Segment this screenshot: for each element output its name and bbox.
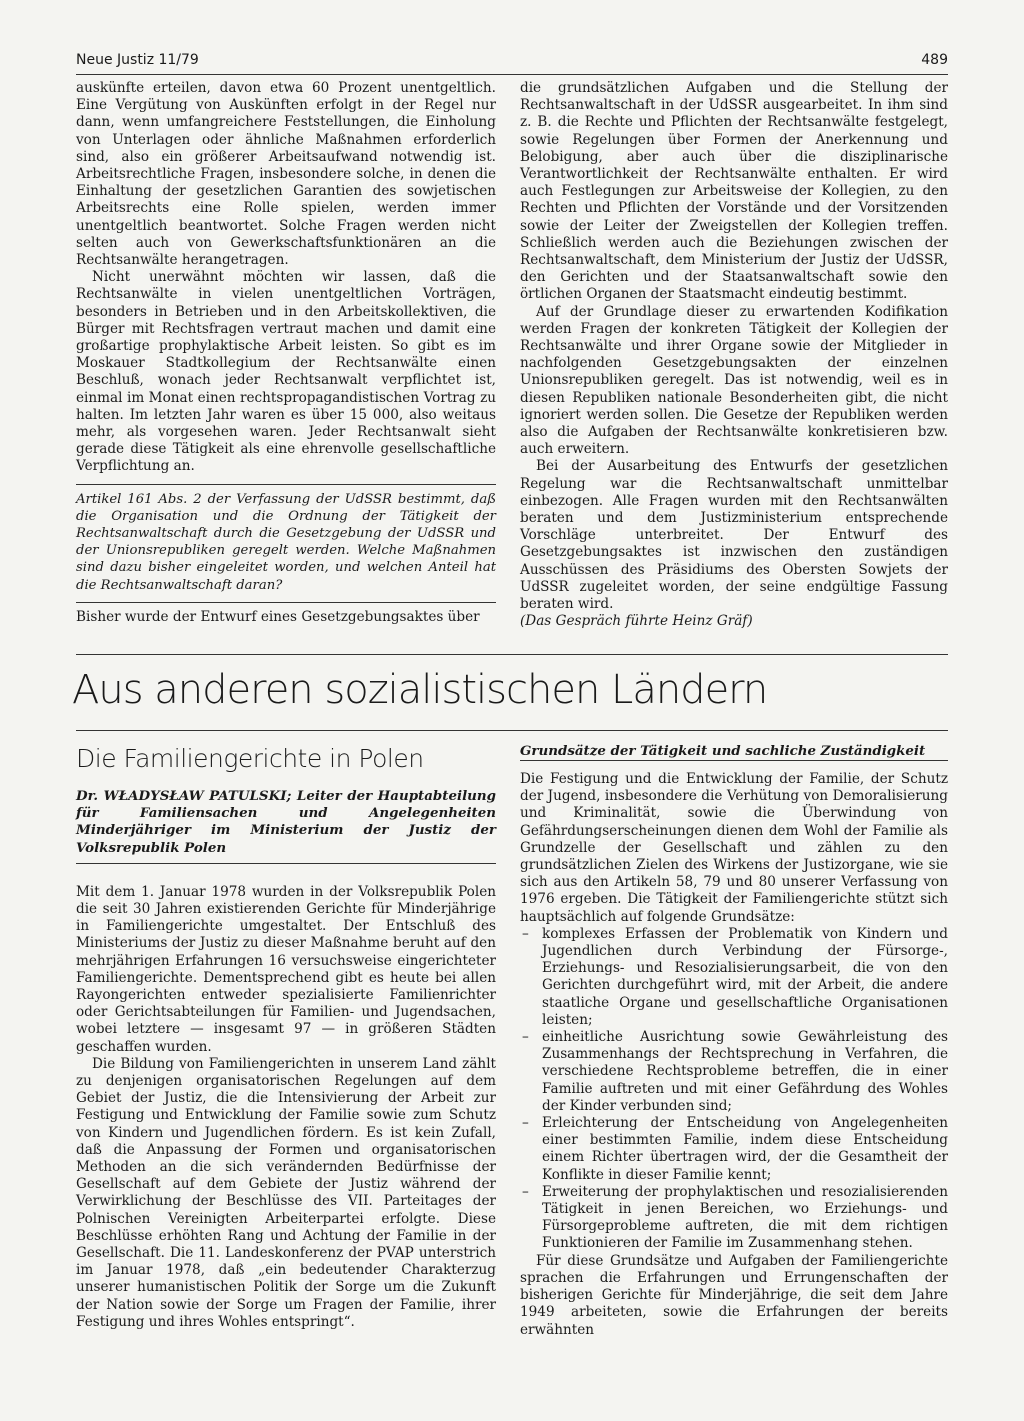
question-rule-bottom xyxy=(76,602,496,603)
interview-column-left xyxy=(76,80,496,626)
body-paragraph: Bei der Ausarbeitung des Entwurfs der gesetzlichen Regelung war die Rechtsanwaltschaft unmittelbar einbezogen. Alle Fragen wurden mit den Rechtsanwälten beraten und dem Justizministerium entsprechende Vorschläge unterbreitet. Der Entwurf des Gesetzgebungsaktes ist inzwischen den zuständigen Ausschüssen des Präsidiums des Obersten Sowjets der UdSSR zugeleitet worden, der seine endgültige Fassung beraten wird. xyxy=(520,458,948,613)
body-paragraph: Mit dem 1. Januar 1978 wurden in der Volksrepublik Polen die seit 30 Jahren existierenden Gerichte für Minderjährige in Familiengerichte umgestaltet. Der Entschluß des Ministeriums der Justiz zu dieser Maßnahme beruht auf den mehrjährigen Erfahrungen 16 versuchsweise eingerichteter Familiengerichte. Dementsprechend gibt es heute bei allen Rayongerichten entweder spezialisierte Familienrichter oder Gerichtsabteilungen für Familien- und Jugendsachen, wobei letztere — insgesamt 97 — in größeren Städten geschaffen wurden. xyxy=(76,883,496,1055)
body-paragraph: Nicht unerwähnt möchten wir lassen, daß die Rechtsanwälte in vielen unentgeltlichen Vorträgen, besonders in Betrieben und in den Arbeitskollektiven, die Bürger mit Rechtsfragen vertraut machen und damit eine großartige prophylaktische Arbeit leisten. So gibt es im Moskauer Stadtkollegium der Rechtsanwälte einen Beschluß, wonach jeder Rechtsanwalt verpflichtet ist, einmal im Monat einen rechtspropagandistischen Vortrag zu halten. Im letzten Jahr waren es über 15 000, also weitaus mehr, als vorgesehen waren. Jeder Rechtsanwalt sieht gerade diese Tätigkeit als eine ehrenvolle gesellschaftliche Verpflichtung an. xyxy=(76,269,496,475)
article-column-right xyxy=(520,742,948,1339)
header-rule xyxy=(76,74,948,75)
running-head xyxy=(76,52,948,72)
article-title: Die Familiengerichte in Polen xyxy=(76,744,424,773)
list-item: – einheitliche Ausrichtung sowie Gewährleistung des Zusammenhangs der Rechtsprechung in Verfahren, die verschiedene Rechtsprobleme betreffen, die in einer Familie auftreten und mit einer Gefährdung des Wohles der Kinder verbunden sind; xyxy=(520,1029,948,1115)
journal-issue: Neue Justiz 11/79 xyxy=(76,52,199,68)
interview-credit: (Das Gespräch führte Heinz Gräf) xyxy=(520,613,753,630)
article-column-left xyxy=(76,742,496,1331)
list-item: – komplexes Erfassen der Problematik von Kindern und Jugendlichen durch Verbindung der Fürsorge-, Erziehungs- und Resozialisierungsarbeit, die von den Gerichten durchgeführt wird, mit der Arbeit, die andere staatliche Organe und gesellschaftliche Organisationen leisten; xyxy=(520,926,948,1029)
body-paragraph: die grundsätzlichen Aufgaben und die Stellung der Rechtsanwaltschaft in der UdSSR ausgearbeitet. In ihm sind z. B. die Rechte und Pflichten der Rechtsanwälte festgelegt, sowie Regelungen über Formen der Anerkennung und Belobigung, aber auch über die disziplinarische Verantwortlichkeit der Rechtsanwälte enthalten. Er wird auch Festlegungen zur Arbeitsweise der Kollegien, zu den Rechten und Pflichten der Vorstände und der Vorsitzenden sowie der Leiter der Zweigstellen der Kollegien treffen. Schließlich werden auch die Beziehungen zwischen der Rechtsanwaltschaft, dem Ministerium der Justiz der UdSSR, den Gerichten und der Staatsanwaltschaft sowie den örtlichen Organen der Staatsmacht eindeutig bestimmt. xyxy=(520,80,948,303)
body-paragraph: Auf der Grundlage dieser zu erwartenden Kodifikation werden Fragen der konkreten Tätigkeit der Kollegien der Rechtsanwälte und ihrer Organe sowie der Mitglieder in nachfolgenden Gesetzgebungsakten der einzelnen Unionsrepubliken geregelt. Das ist notwendig, weil es in diesen Republiken nationale Besonderheiten gibt, die nicht ignoriert werden sollen. Die Gesetze der Republiken werden also die Aufgaben der Rechtsanwälte konkretisieren bzw. auch erweitern. xyxy=(520,303,948,458)
body-paragraph: auskünfte erteilen, davon etwa 60 Prozent unentgeltlich. Eine Vergütung von Auskünften erfolgt in der Regel nur dann, wenn umfangreichere Feststellungen, die Einholung von Unterlagen oder ähnliche Maßnahmen erforderlich sind, also ein größerer Arbeitsaufwand notwendig ist. Arbeitsrechtliche Fragen, insbesondere solche, in denen die Einhaltung der gesetzlichen Garantien des sowjetischen Arbeitsrechts eine Rolle spielen, werden immer unentgeltlich beantwortet. Solche Fragen werden nicht selten auch von Gewerkschaftsfunktionären an die Rechtsanwälte herangetragen. xyxy=(76,80,496,269)
principles-list xyxy=(520,926,948,1253)
author-byline: Dr. WŁADYSŁAW PATULSKI; Leiter der Hauptabteilung für Familiensachen und Angelegenheiten Minderjähriger im Ministerium der Justiz der Volksrepublik Polen xyxy=(76,788,496,856)
list-item: – Erweiterung der prophylaktischen und resozialisierenden Tätigkeit in jenen Bereichen, wo Erziehungs- und Fürsorgeprobleme auftreten, die mit dem richtigen Funktionieren der Familie im Zusammenhang stehen. xyxy=(520,1184,948,1253)
subheading-rule xyxy=(520,760,948,761)
interview-column-right xyxy=(520,80,948,631)
question-rule-top xyxy=(76,484,496,485)
page-number: 489 xyxy=(921,52,948,68)
byline-rule xyxy=(76,863,496,864)
article-subheading: Grundsätze der Tätigkeit und sachliche Zuständigkeit xyxy=(520,743,926,759)
section-title: Aus anderen sozialistischen Ländern xyxy=(72,667,768,713)
body-paragraph: Die Festigung und die Entwicklung der Familie, der Schutz der Jugend, insbesondere die Verhütung von Demoralisierung und Kriminalität, sowie die Überwindung von Gefährdungserscheinungen dienen dem Wohl der Familie als Grundzelle der Gesellschaft und zählen zu den grundsätzlichen Zielen des Wirkens der Justizorgane, wie sie sich aus den Artikeln 58, 79 und 80 unserer Verfassung von 1976 ergeben. Die Tätigkeit der Familiengerichte stützt sich hauptsächlich auf folgende Grundsätze: xyxy=(520,771,948,925)
section-rule-bottom xyxy=(76,730,948,731)
interview-question: Artikel 161 Abs. 2 der Verfassung der UdSSR bestimmt, daß die Organisation und die Ordnung der Tätigkeit der Rechtsanwaltschaft durch die Gesetzgebung der UdSSR und der Unionsrepubliken geregelt werden. Welche Maßnahmen sind dazu bisher eingeleitet worden, und welchen Anteil hat die Rechtsanwaltschaft daran? xyxy=(76,491,496,593)
section-rule-top xyxy=(76,654,948,655)
body-paragraph: Für diese Grundsätze und Aufgaben der Familiengerichte sprachen die Erfahrungen und Errungenschaften der bisherigen Gerichte für Minderjährige, die seit dem Jahre 1949 arbeiteten, sowie die Erfahrungen der bereits erwähnten xyxy=(520,1252,948,1338)
body-paragraph: Die Bildung von Familiengerichten in unserem Land zählt zu denjenigen organisatorischen Regelungen auf dem Gebiet der Justiz, die die Intensivierung der Arbeit zur Festigung und Entwicklung der Familie sowie zum Schutz von Kindern und Jugendlichen fördern. Es ist kein Zufall, daß die Anpassung der Formen und organisatorischen Methoden an die sich verändernden Bedürfnisse der Gesellschaft auf dem Gebiete der Justiz während der Verwirklichung der Beschlüsse des VII. Parteitages der Polnischen Vereinigten Arbeiterpartei erfolgte. Diese Beschlüsse erhöhten Rang und Achtung der Familie in der Gesellschaft. Die 11. Landeskonferenz der PVAP unterstrich im Januar 1978, daß „ein bedeutender Charakterzug unserer humanistischen Politik der Sorge um die Zukunft der Nation sowie der Sorge um Fragen der Familie, ihrer Festigung und ihres Wohles entspringt“. xyxy=(76,1055,496,1330)
list-item: – Erleichterung der Entscheidung von Angelegenheiten einer bestimmten Familie, indem diese Entscheidung einem Richter übertragen wird, der die Gesamtheit der Konflikte in dieser Familie kennt; xyxy=(520,1115,948,1184)
answer-paragraph: Bisher wurde der Entwurf eines Gesetzgebungsaktes über xyxy=(76,608,480,625)
